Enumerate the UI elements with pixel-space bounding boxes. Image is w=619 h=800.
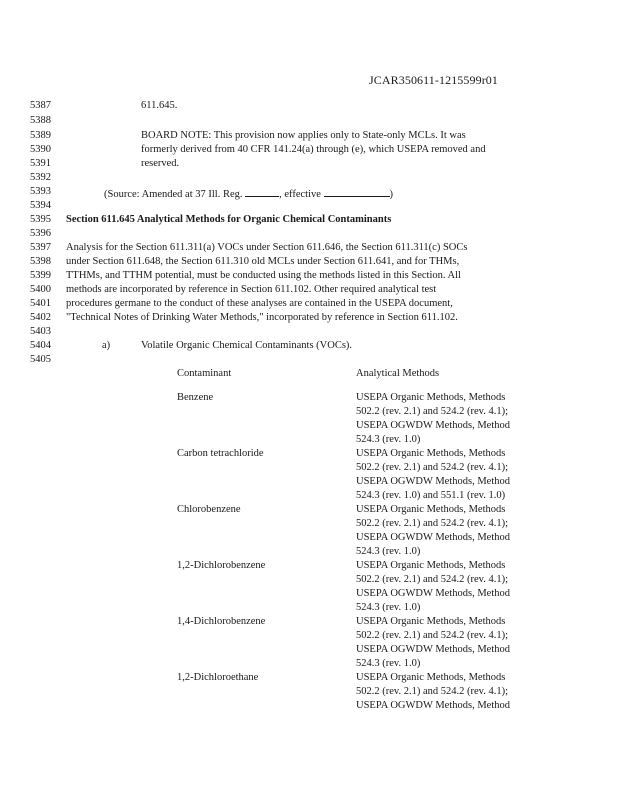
analytical-methods — [356, 671, 546, 713]
line-number: 5387 — [30, 100, 51, 111]
method-line: USEPA OGWDW Methods, Method — [356, 700, 511, 711]
source-mid: , effective — [279, 189, 324, 200]
paragraph-line: TTHMs, and TTHM potential, must be conducted using the methods listed in this Section. All — [66, 270, 461, 281]
line-number: 5403 — [30, 326, 51, 337]
contaminant-name: 1,2-Dichloroethane — [177, 672, 259, 683]
line-number: 5405 — [30, 354, 51, 365]
paragraph-line: methods are incorporated by reference in Section 611.102. Other required analytical test — [66, 284, 437, 295]
paragraph-line: "Technical Notes of Drinking Water Methods," incorporated by reference in Section 611.102. — [66, 312, 458, 323]
table-row — [177, 615, 557, 671]
table-row — [177, 447, 557, 503]
method-line: 524.3 (rev. 1.0) — [356, 658, 421, 669]
source-prefix: (Source: Amended at 37 Ill. Reg. — [104, 189, 246, 200]
line-number: 5393 — [30, 186, 51, 197]
paragraph-line: procedures germane to the conduct of these analyses are contained in the USEPA document, — [66, 298, 453, 309]
table-row — [177, 559, 557, 615]
method-line: USEPA Organic Methods, Methods — [356, 504, 506, 515]
line-number: 5397 — [30, 242, 51, 253]
contaminant-methods-table — [177, 367, 557, 713]
method-line: 502.2 (rev. 2.1) and 524.2 (rev. 4.1); — [356, 686, 509, 697]
analytical-methods — [356, 391, 546, 447]
line-number: 5402 — [30, 312, 51, 323]
section-title: Section 611.645 Analytical Methods for Organic Chemical Contaminants — [66, 214, 392, 225]
register-page-blank — [245, 186, 279, 197]
analytical-methods — [356, 559, 546, 615]
contaminant-name: 1,4-Dichlorobenzene — [177, 616, 266, 627]
source-note — [104, 186, 393, 201]
method-line: USEPA Organic Methods, Methods — [356, 448, 506, 459]
line-number: 5396 — [30, 228, 51, 239]
method-line: USEPA OGWDW Methods, Method — [356, 588, 511, 599]
table-row — [177, 391, 557, 447]
paragraph-line: under Section 611.648, the Section 611.310 old MCLs under Section 611.641, and for THMs, — [66, 256, 460, 267]
analytical-methods — [356, 503, 546, 559]
method-line: 502.2 (rev. 2.1) and 524.2 (rev. 4.1); — [356, 630, 509, 641]
table-row — [177, 503, 557, 559]
paragraph-line: Analysis for the Section 611.311(a) VOCs under Section 611.646, the Section 611.311(c) SOCs — [66, 242, 468, 253]
method-line: USEPA OGWDW Methods, Method — [356, 476, 511, 487]
method-line: 524.3 (rev. 1.0) and 551.1 (rev. 1.0) — [356, 490, 506, 501]
method-line: USEPA Organic Methods, Methods — [356, 616, 506, 627]
method-line: 502.2 (rev. 2.1) and 524.2 (rev. 4.1); — [356, 574, 509, 585]
effective-date-blank — [324, 186, 390, 197]
line-number: 5404 — [30, 340, 51, 351]
method-line: 502.2 (rev. 2.1) and 524.2 (rev. 4.1); — [356, 406, 509, 417]
contaminant-name: Chlorobenzene — [177, 504, 241, 515]
method-line: USEPA OGWDW Methods, Method — [356, 420, 511, 431]
source-suffix: ) — [389, 189, 394, 200]
column-header-methods: Analytical Methods — [356, 368, 440, 379]
method-line: 524.3 (rev. 1.0) — [356, 602, 421, 613]
method-line: 524.3 (rev. 1.0) — [356, 434, 421, 445]
table-header-row — [177, 367, 557, 381]
line-number: 5400 — [30, 284, 51, 295]
analytical-methods — [356, 447, 546, 503]
board-note-line: reserved. — [141, 158, 180, 169]
line-number: 5401 — [30, 298, 51, 309]
line-number: 5390 — [30, 144, 51, 155]
contaminant-name: Carbon tetrachloride — [177, 448, 264, 459]
column-header-contaminant: Contaminant — [177, 368, 232, 379]
method-line: 502.2 (rev. 2.1) and 524.2 (rev. 4.1); — [356, 518, 509, 529]
board-note-line: formerly derived from 40 CFR 141.24(a) through (e), which USEPA removed and — [141, 144, 486, 155]
document-id: JCAR350611-1215599r01 — [369, 73, 498, 87]
subsection-label: a) — [102, 340, 111, 351]
line-number: 5388 — [30, 115, 51, 126]
subsection-heading: Volatile Organic Chemical Contaminants (VOCs). — [141, 340, 353, 351]
method-line: USEPA Organic Methods, Methods — [356, 560, 506, 571]
line-number: 5395 — [30, 214, 51, 225]
method-line: USEPA Organic Methods, Methods — [356, 392, 506, 403]
method-line: USEPA OGWDW Methods, Method — [356, 644, 511, 655]
method-line: USEPA OGWDW Methods, Method — [356, 532, 511, 543]
method-line: USEPA Organic Methods, Methods — [356, 672, 506, 683]
contaminant-name: Benzene — [177, 392, 214, 403]
line-number: 5394 — [30, 200, 51, 211]
analytical-methods — [356, 615, 546, 671]
method-line: 502.2 (rev. 2.1) and 524.2 (rev. 4.1); — [356, 462, 509, 473]
table-row — [177, 671, 557, 713]
line-number: 5389 — [30, 130, 51, 141]
section-reference-text: 611.645. — [141, 100, 178, 111]
contaminant-name: 1,2-Dichlorobenzene — [177, 560, 266, 571]
method-line: 524.3 (rev. 1.0) — [356, 546, 421, 557]
line-number: 5391 — [30, 158, 51, 169]
line-number: 5399 — [30, 270, 51, 281]
board-note-line: BOARD NOTE: This provision now applies only to State-only MCLs. It was — [141, 130, 466, 141]
line-number: 5392 — [30, 172, 51, 183]
line-number: 5398 — [30, 256, 51, 267]
